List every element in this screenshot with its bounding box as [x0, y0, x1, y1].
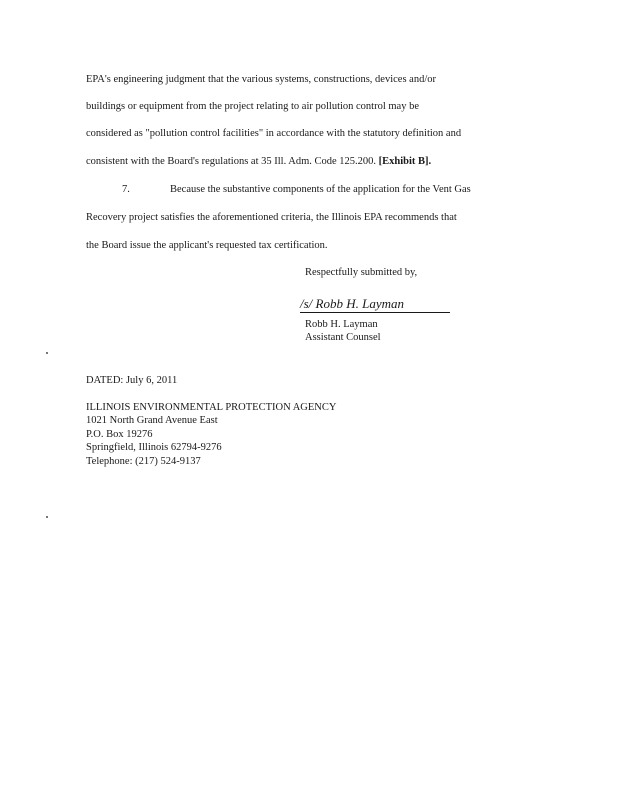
paragraph-7-line-2: Recovery project satisfies the aforementioned criteria, the Illinois EPA recommends that: [86, 212, 457, 223]
exhibit-reference: [Exhibit B].: [378, 156, 432, 167]
agency-telephone: Telephone: (217) 524-9137: [86, 456, 201, 467]
agency-street: 1021 North Grand Avenue East: [86, 415, 218, 426]
agency-city: Springfield, Illinois 62794-9276: [86, 442, 222, 453]
paragraph-7-line-1: Because the substantive components of the application for the Vent Gas: [170, 184, 471, 195]
agency-name: ILLINOIS ENVIRONMENTAL PROTECTION AGENCY: [86, 402, 337, 413]
body-line-2: buildings or equipment from the project relating to air pollution control may be: [86, 101, 420, 112]
signature-line: /s/ Robb H. Layman: [300, 297, 450, 313]
body-line-3: considered as "pollution control facilities" in accordance with the statutory definition and: [86, 128, 462, 139]
dated-line: DATED: July 6, 2011: [86, 375, 178, 386]
scan-speck: [46, 352, 48, 354]
signer-title: Assistant Counsel: [305, 332, 381, 343]
scan-speck: [46, 516, 48, 518]
body-line-4-text: consistent with the Board's regulations at 35 Ill. Adm. Code 125.200.: [86, 156, 377, 167]
respectfully-submitted: Respectfully submitted by,: [305, 267, 418, 278]
paragraph-7-number: 7.: [122, 184, 130, 195]
agency-po-box: P.O. Box 19276: [86, 429, 153, 440]
body-line-4: [86, 155, 431, 168]
signer-name: Robb H. Layman: [305, 319, 378, 330]
body-line-1: EPA's engineering judgment that the various systems, constructions, devices and/or: [86, 74, 436, 85]
paragraph-7-line-3: the Board issue the applicant's requested tax certification.: [86, 240, 328, 251]
